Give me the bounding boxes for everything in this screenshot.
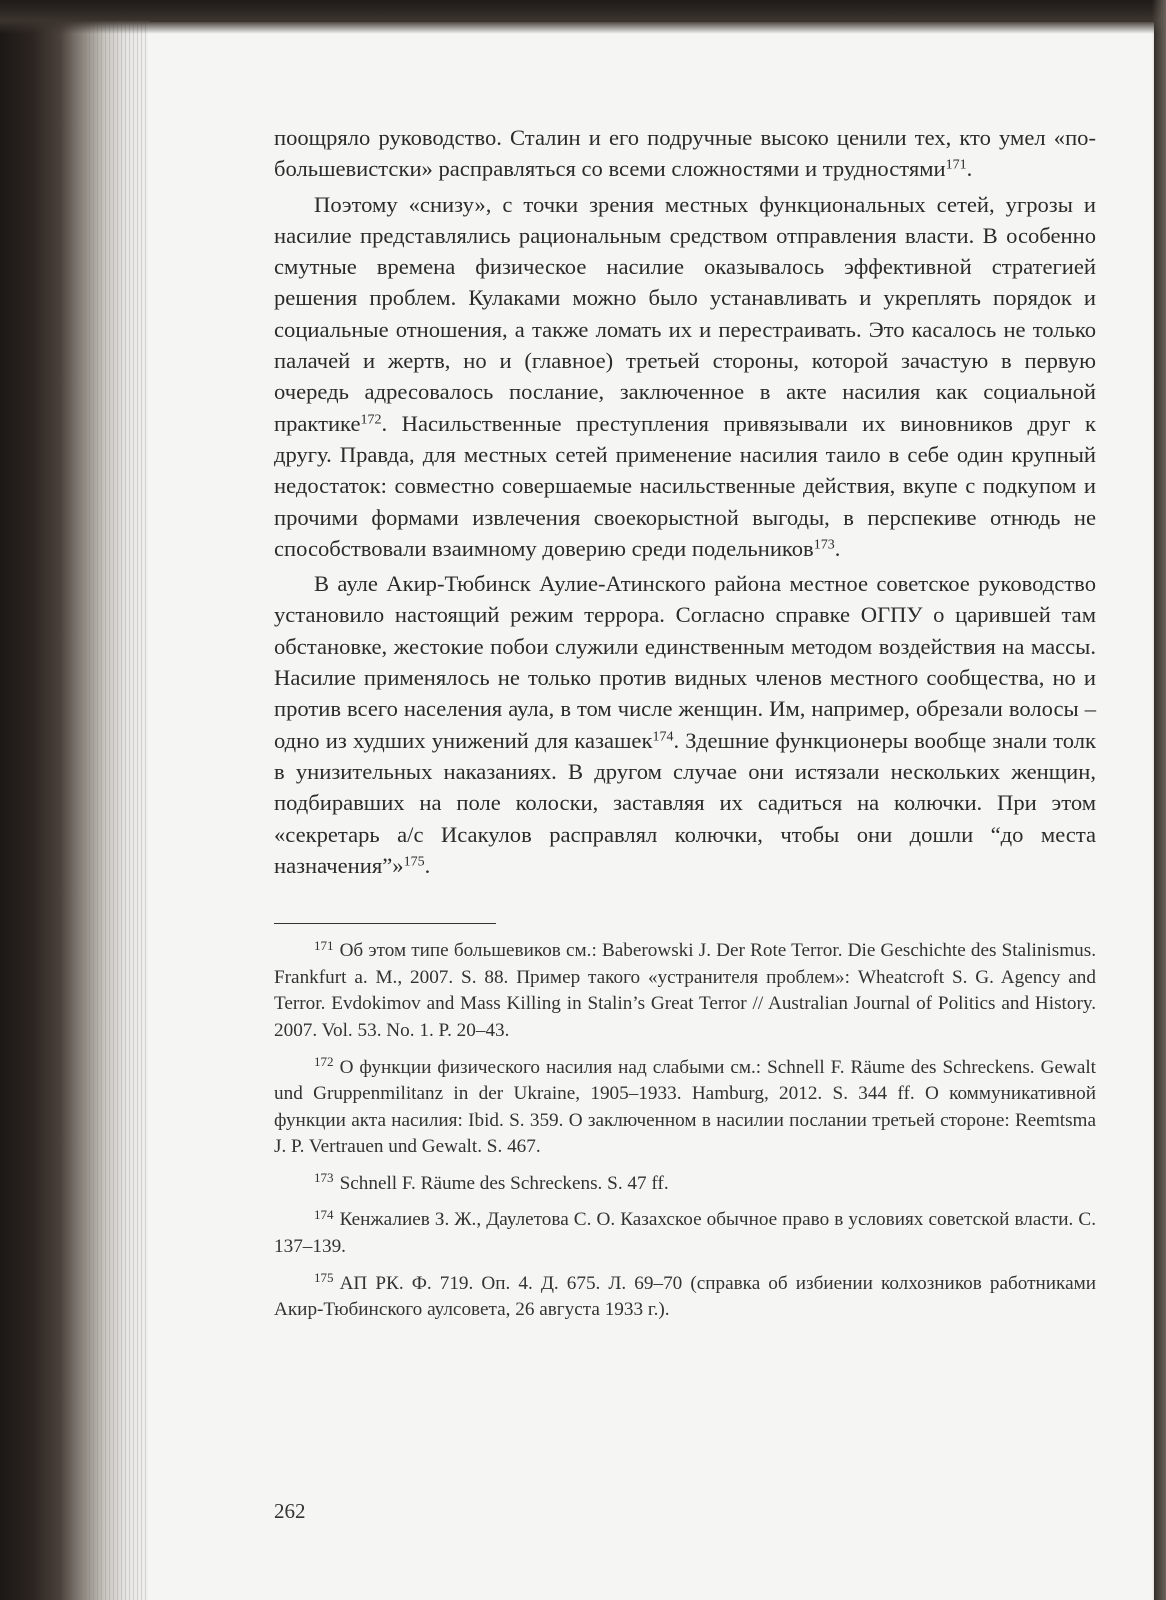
footnote-ref-175[interactable]: 175 [403,854,425,870]
footnote-174: $^{174}$ Кенжалиев З. Ж., Даулетова С. О. Казахское обычное право в условиях советской власти. С. 137–139. [274,1206,1096,1258]
paragraph-1: поощряло руководство. Сталин и его подручные высоко ценили тех, кто умел «по-большевистски» расправляться со всеми сложностями и трудностями$^{171}$. [274,125,1096,182]
footnote-172: $^{172}$ О функции физического насилия над слабыми см.: Schnell F. Räume des Schreckens. Gewalt und Gruppenmilitanz in der Ukraine, 1905–1933. Hamburg, 2012. S. 344 ff. О коммуникативной функции акта насилия: Ibid. S. 359. О заключенном в насилии послании третьей стороне: Reemtsma J. P. Vertrauen und Gewalt. S. 467. [274,1053,1096,1158]
top-shadow [0,0,1166,34]
book-spine-edge [0,0,150,1600]
footnote-175: $^{175}$ АП РК. Ф. 719. Оп. 4. Д. 675. Л. 69–70 (справка об избиении колхозников работниками Акир-Тюбинского аулсовета, 26 августа 1933 г.). [274,1270,1096,1321]
footnote-number: 174 [314,1206,334,1222]
footnote-171: $^{171}$ Об этом типе большевиков см.: Baberowski J. Der Rote Terror. Die Geschichte des Stalinismus. Frankfurt a. M., 2007. S. 88. Пример такого «устранителя проблем»: Wheatcroft S. G. Agency and Terror. Evdokimov and Mass Killing in Stalin’s Great Terror // Australian Journal of Politics and History. 2007. Vol. 53. No. 1. P. 20–43. [274,937,1096,1041]
footnote-number: 175 [314,1270,334,1286]
footnote-ref-174[interactable]: 174 [652,728,674,744]
footnote-ref-171[interactable]: 171 [945,157,967,173]
paragraph-3: В ауле Акир-Тюбинск Аулие-Атинского района местное советское руководство установило настоящий режим террора. Согласно справке ОГПУ о царившей там обстановке, жестокие побои служили единственным методом воздействия на массы. Насилие применялось не только против видных членов местного сообщества, но и против всего населения аула, в том числе женщин. Им, например, обрезали волосы – одно из худших унижений для казашек$^{174}$. Здешние функционеры вообще знали толк в унизительных наказаниях. В другом случае они истязали нескольких женщин, подбиравших на поле колоски, заставляя их садиться на колючки. При этом «секретарь а/с Исакулов расправлял колючки, чтобы они дошли “до места назначения”»$^{175}$. [274,571,1097,878]
page-content [274,122,1096,1334]
right-edge-shadow [1152,0,1166,1600]
footnote-number: 173 [314,1170,334,1186]
footnote-ref-173[interactable]: 173 [813,537,835,553]
footnote-ref-172[interactable]: 172 [360,411,382,427]
book-page [148,22,1154,1600]
footnote-173: $^{173}$ Schnell F. Räume des Schreckens. S. 47 ff. [314,1170,669,1194]
paragraph-2: Поэтому «снизу», с точки зрения местных функциональных сетей, угрозы и насилие представлялись рациональным средством отправления власти. В особенно смутные времена физическое насилие оказывалось эффективной стратегией решения проблем. Кулаками можно было устанавливать и укреплять порядок и социальные отношения, а также ломать их и перестраивать. Это касалось не только палачей и жертв, но и (главное) третьей стороны, которой зачастую в первую очередь адресовалось послание, заключенное в акте насилия как социальной практике$^{172}$. Насильственные преступления привязывали их виновников друг к другу. Правда, для местных сетей применение насилия таило в себе один крупный недостаток: совместно совершаемые насильственные действия, вкупе с подкупом и прочими формами извлечения своекорыстной выгоды, в перспекиве отнюдь не способствовали взаимному доверию среди подельников$^{173}$. [274,191,1096,561]
footnote-number: 172 [314,1053,334,1069]
page-number: 262 [274,1499,306,1523]
footnote-divider [274,923,496,924]
footnote-number: 171 [314,937,334,953]
